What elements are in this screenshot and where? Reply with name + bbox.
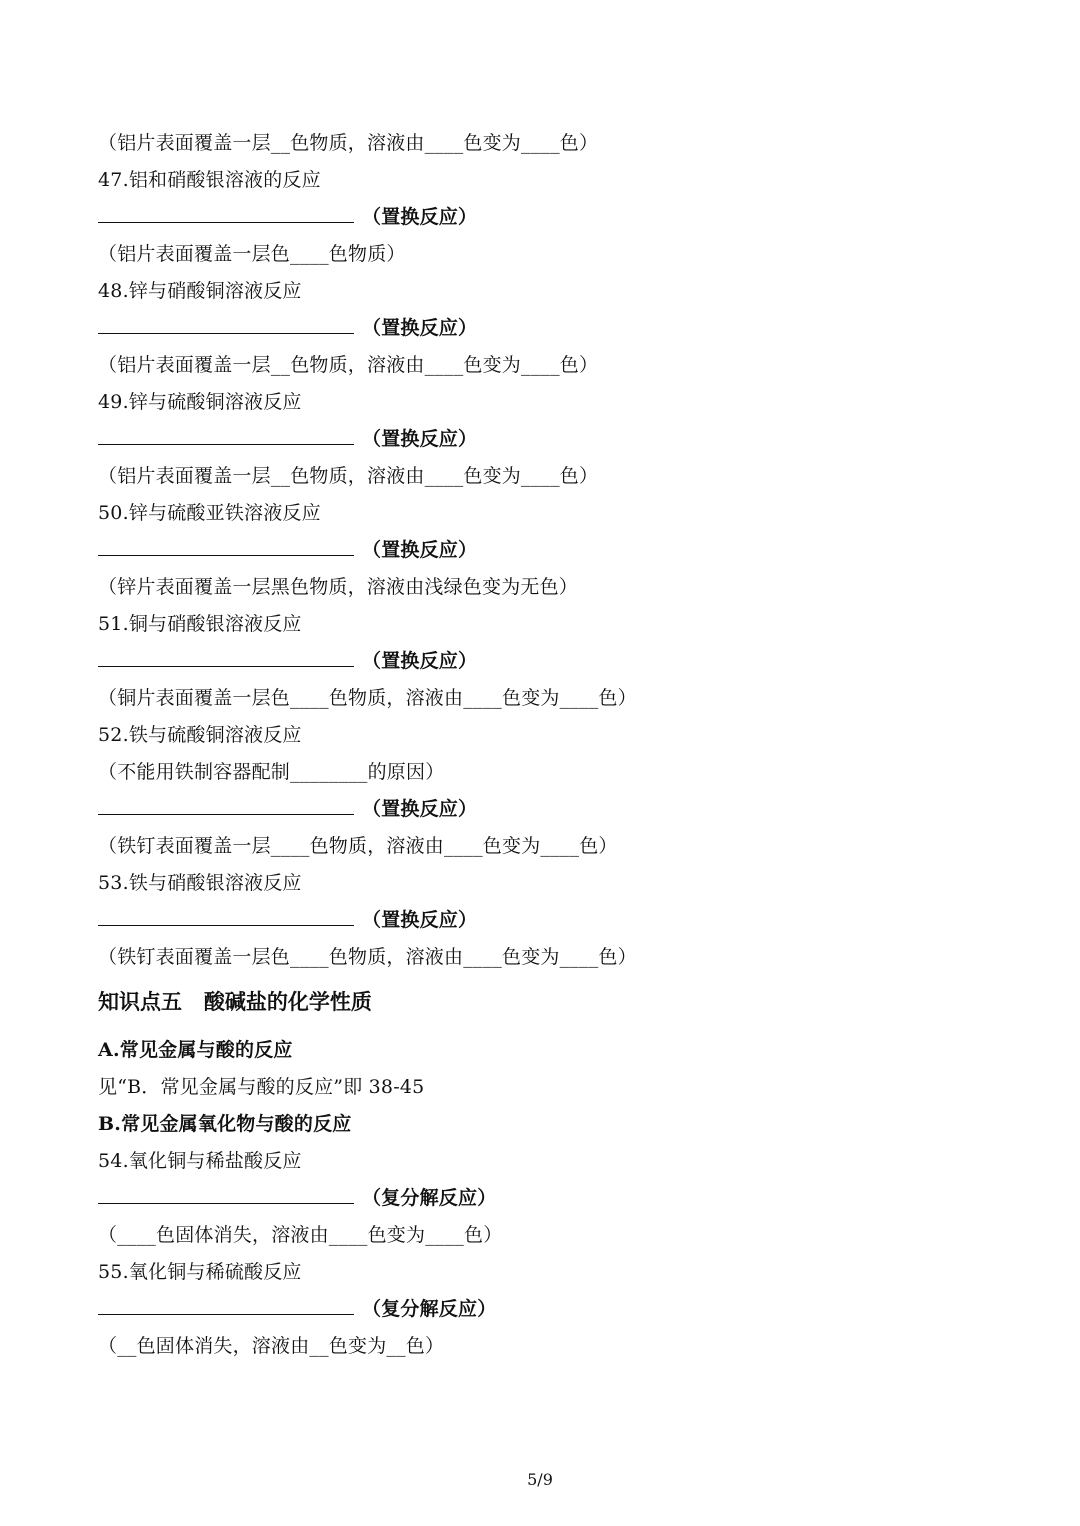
answer-line bbox=[98, 793, 477, 825]
answer-line bbox=[98, 904, 477, 936]
answer-blank[interactable] bbox=[98, 1183, 354, 1204]
answer-blank[interactable] bbox=[98, 313, 354, 334]
question-title: 47.铝和硝酸银溶液的反应 bbox=[98, 169, 321, 191]
answer-blank[interactable] bbox=[98, 794, 354, 815]
section-heading: 知识点五 酸碱盐的化学性质 bbox=[98, 990, 372, 1014]
question-title: 49.锌与硫酸铜溶液反应 bbox=[98, 391, 302, 413]
text-line: （____色固体消失，溶液由____色变为____色） bbox=[98, 1224, 503, 1246]
reaction-type: （置换反应） bbox=[362, 650, 478, 672]
reaction-type: （置换反应） bbox=[362, 539, 478, 561]
reaction-type: （置换反应） bbox=[362, 206, 478, 228]
answer-blank[interactable] bbox=[98, 202, 354, 223]
text-line: （铝片表面覆盖一层__色物质，溶液由____色变为____色） bbox=[98, 132, 599, 154]
answer-line bbox=[98, 423, 477, 455]
text-line: （铝片表面覆盖一层色____色物质） bbox=[98, 243, 406, 265]
text-line: （铁钉表面覆盖一层色____色物质，溶液由____色变为____色） bbox=[98, 946, 637, 968]
subsection-title: B.常见金属氧化物与酸的反应 bbox=[98, 1113, 352, 1135]
question-title: 50.锌与硫酸亚铁溶液反应 bbox=[98, 502, 321, 524]
answer-blank[interactable] bbox=[98, 424, 354, 445]
question-title: 53.铁与硝酸银溶液反应 bbox=[98, 872, 302, 894]
question-title: 52.铁与硫酸铜溶液反应 bbox=[98, 724, 302, 746]
answer-line bbox=[98, 1293, 496, 1325]
subsection-title: A.常见金属与酸的反应 bbox=[98, 1039, 293, 1061]
text-line: （铝片表面覆盖一层__色物质，溶液由____色变为____色） bbox=[98, 465, 599, 487]
question-title: 54.氧化铜与稀盐酸反应 bbox=[98, 1150, 302, 1172]
answer-blank[interactable] bbox=[98, 646, 354, 667]
page-number: 5/9 bbox=[527, 1470, 553, 1489]
text-line: （锌片表面覆盖一层黑色物质，溶液由浅绿色变为无色） bbox=[98, 576, 579, 598]
answer-blank[interactable] bbox=[98, 535, 354, 556]
text-line: （铜片表面覆盖一层色____色物质，溶液由____色变为____色） bbox=[98, 687, 637, 709]
question-title: 55.氧化铜与稀硫酸反应 bbox=[98, 1261, 302, 1283]
answer-line bbox=[98, 534, 477, 566]
reaction-type: （置换反应） bbox=[362, 909, 478, 931]
answer-blank[interactable] bbox=[98, 905, 354, 926]
reaction-type: （复分解反应） bbox=[362, 1187, 497, 1209]
answer-line bbox=[98, 1182, 496, 1214]
text-line: （铝片表面覆盖一层__色物质，溶液由____色变为____色） bbox=[98, 354, 599, 376]
text-line: （__色固体消失，溶液由__色变为__色） bbox=[98, 1335, 445, 1357]
text-line: （铁钉表面覆盖一层____色物质，溶液由____色变为____色） bbox=[98, 835, 618, 857]
question-title: 51.铜与硝酸银溶液反应 bbox=[98, 613, 302, 635]
reaction-type: （置换反应） bbox=[362, 428, 478, 450]
text-line: 见“B．常见金属与酸的反应”即 38-45 bbox=[98, 1076, 425, 1098]
question-title: 48.锌与硝酸铜溶液反应 bbox=[98, 280, 302, 302]
reaction-type: （置换反应） bbox=[362, 317, 478, 339]
text-line: （不能用铁制容器配制________的原因） bbox=[98, 761, 445, 783]
answer-blank[interactable] bbox=[98, 1294, 354, 1315]
answer-line bbox=[98, 312, 477, 344]
answer-line bbox=[98, 645, 477, 677]
answer-line bbox=[98, 201, 477, 233]
reaction-type: （置换反应） bbox=[362, 798, 478, 820]
reaction-type: （复分解反应） bbox=[362, 1298, 497, 1320]
